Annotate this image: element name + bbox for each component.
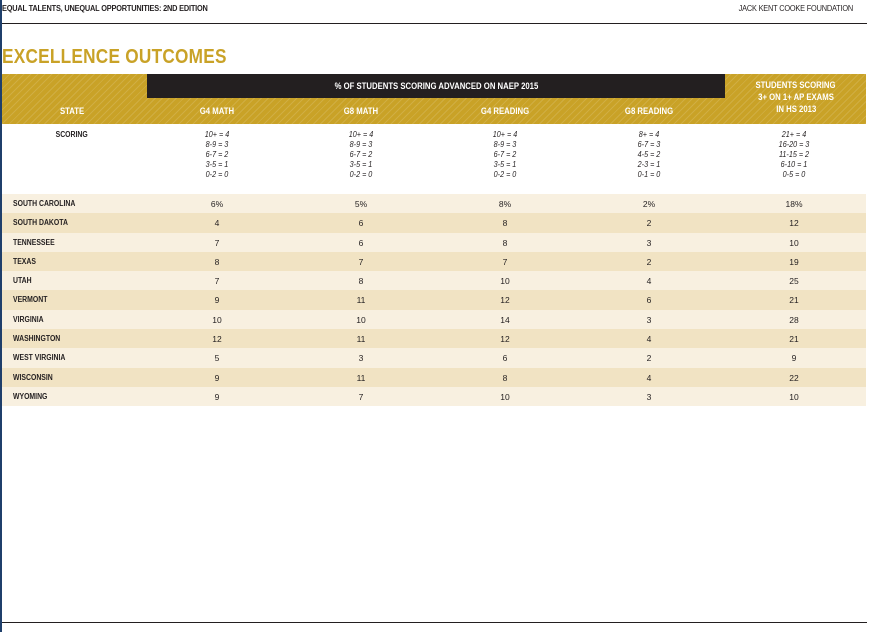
scoring-g8-reading: 8+ = 4 6-7 = 3 4-5 = 2 2-3 = 1 0-1 = 0 (637, 130, 661, 179)
cell-g4-math: 4 (214, 218, 220, 229)
cell-g4-math: 8 (214, 256, 220, 267)
state-rows (2, 194, 866, 406)
cell-g4-reading: 8 (502, 372, 508, 383)
naep-band-header: % OF STUDENTS SCORING ADVANCED ON NAEP 2015 (147, 74, 725, 98)
cell-g8-reading: 4 (646, 372, 652, 383)
state-name: SOUTH DAKOTA (13, 218, 68, 228)
cell-g8-math: 11 (356, 372, 366, 383)
header-divider (2, 23, 867, 24)
cell-g8-math: 3 (358, 353, 364, 364)
col-header-g8-math: G8 MATH (343, 106, 379, 116)
cell-ap: 21 (789, 295, 799, 306)
state-name: WEST VIRGINIA (13, 353, 66, 363)
cell-g8-math: 10 (356, 314, 366, 325)
col-header-g4-math: G4 MATH (199, 106, 235, 116)
cell-g8-math: 6 (358, 237, 364, 248)
state-name: WISCONSIN (13, 372, 53, 382)
cell-g8-reading: 4 (646, 334, 652, 345)
cell-g4-reading: 6 (502, 353, 508, 364)
cell-g4-reading: 8 (502, 218, 508, 229)
scoring-g4-reading: 10+ = 4 8-9 = 3 6-7 = 2 3-5 = 1 0-2 = 0 (492, 130, 518, 179)
cell-g8-reading: 4 (646, 276, 652, 287)
cell-g8-reading: 2 (646, 256, 652, 267)
cell-g8-reading: 6 (646, 295, 652, 306)
cell-ap: 22 (789, 372, 799, 383)
running-header (2, 4, 853, 20)
cell-ap: 28 (789, 314, 799, 325)
cell-g4-math: 9 (214, 372, 220, 383)
cell-g4-reading: 8% (498, 199, 512, 209)
table-row (2, 213, 866, 232)
cell-ap: 10 (789, 237, 799, 248)
col-header-ap-exams: STUDENTS SCORING 3+ ON 1+ AP EXAMS IN HS 2013 (755, 80, 836, 114)
cell-g8-reading: 2% (642, 199, 656, 209)
col-header-g4-reading: G4 READING (480, 106, 530, 116)
cell-g8-math: 5% (354, 199, 368, 209)
cell-ap: 19 (789, 256, 799, 267)
state-name: VERMONT (13, 295, 48, 305)
cell-g8-reading: 3 (646, 314, 652, 325)
cell-ap: 21 (789, 334, 799, 345)
publisher-name: JACK KENT COOKE FOUNDATION (738, 4, 853, 13)
cell-g4-reading: 10 (500, 276, 510, 287)
cell-ap: 9 (791, 353, 797, 364)
cell-g8-math: 7 (358, 391, 364, 402)
table-row (2, 233, 866, 252)
table-row (2, 329, 866, 348)
footer-divider (2, 622, 867, 623)
cell-g4-reading: 12 (500, 334, 510, 345)
cell-g8-reading: 3 (646, 237, 652, 248)
cell-g4-reading: 7 (502, 256, 508, 267)
scoring-g8-math: 10+ = 4 8-9 = 3 6-7 = 2 3-5 = 1 0-2 = 0 (348, 130, 374, 179)
cell-g4-math: 9 (214, 391, 220, 402)
table-row (2, 290, 866, 309)
cell-g4-math: 9 (214, 295, 220, 306)
state-name: VIRGINIA (13, 314, 44, 324)
table-row (2, 252, 866, 271)
scoring-label: SCORING (55, 130, 89, 139)
state-name: WASHINGTON (13, 334, 61, 344)
table-row (2, 310, 866, 329)
cell-g4-math: 5 (214, 353, 220, 364)
state-name: TENNESSEE (13, 237, 55, 247)
cell-g4-reading: 8 (502, 237, 508, 248)
cell-g8-reading: 3 (646, 391, 652, 402)
cell-g4-reading: 14 (500, 314, 510, 325)
cell-ap: 10 (789, 391, 799, 402)
state-name: SOUTH CAROLINA (13, 199, 76, 208)
table-row (2, 387, 866, 406)
state-name: WYOMING (13, 391, 48, 401)
cell-g4-math: 7 (214, 237, 220, 248)
cell-ap: 25 (789, 276, 799, 287)
cell-ap: 12 (789, 218, 799, 229)
col-header-g8-reading: G8 READING (624, 106, 674, 116)
state-name: UTAH (13, 276, 32, 286)
table-row (2, 348, 866, 367)
scoring-g4-math: 10+ = 4 8-9 = 3 6-7 = 2 3-5 = 1 0-2 = 0 (204, 130, 230, 179)
table-row (2, 271, 866, 290)
cell-ap: 18% (785, 199, 803, 209)
cell-g8-reading: 2 (646, 218, 652, 229)
cell-g8-math: 11 (356, 334, 366, 345)
publication-title: EQUAL TALENTS, UNEQUAL OPPORTUNITIES: 2ND EDITION (2, 4, 208, 13)
cell-g4-math: 6% (210, 199, 224, 209)
cell-g4-reading: 10 (500, 391, 510, 402)
state-name: TEXAS (13, 256, 36, 266)
cell-g4-math: 12 (212, 334, 222, 345)
col-header-state: STATE (59, 106, 85, 116)
cell-g8-math: 6 (358, 218, 364, 229)
cell-g8-reading: 2 (646, 353, 652, 364)
cell-g4-reading: 12 (500, 295, 510, 306)
table-header (2, 74, 866, 124)
cell-g8-math: 8 (358, 276, 364, 287)
cell-g4-math: 10 (212, 314, 222, 325)
cell-g4-math: 7 (214, 276, 220, 287)
cell-g8-math: 11 (356, 295, 366, 306)
scoring-row (2, 124, 866, 192)
cell-g8-math: 7 (358, 256, 364, 267)
scoring-ap: 21+ = 4 16-20 = 3 11-15 = 2 6-10 = 1 0-5 = 0 (778, 130, 810, 179)
table-row (2, 194, 866, 213)
table-row (2, 368, 866, 387)
page-title: EXCELLENCE OUTCOMES (2, 46, 227, 68)
